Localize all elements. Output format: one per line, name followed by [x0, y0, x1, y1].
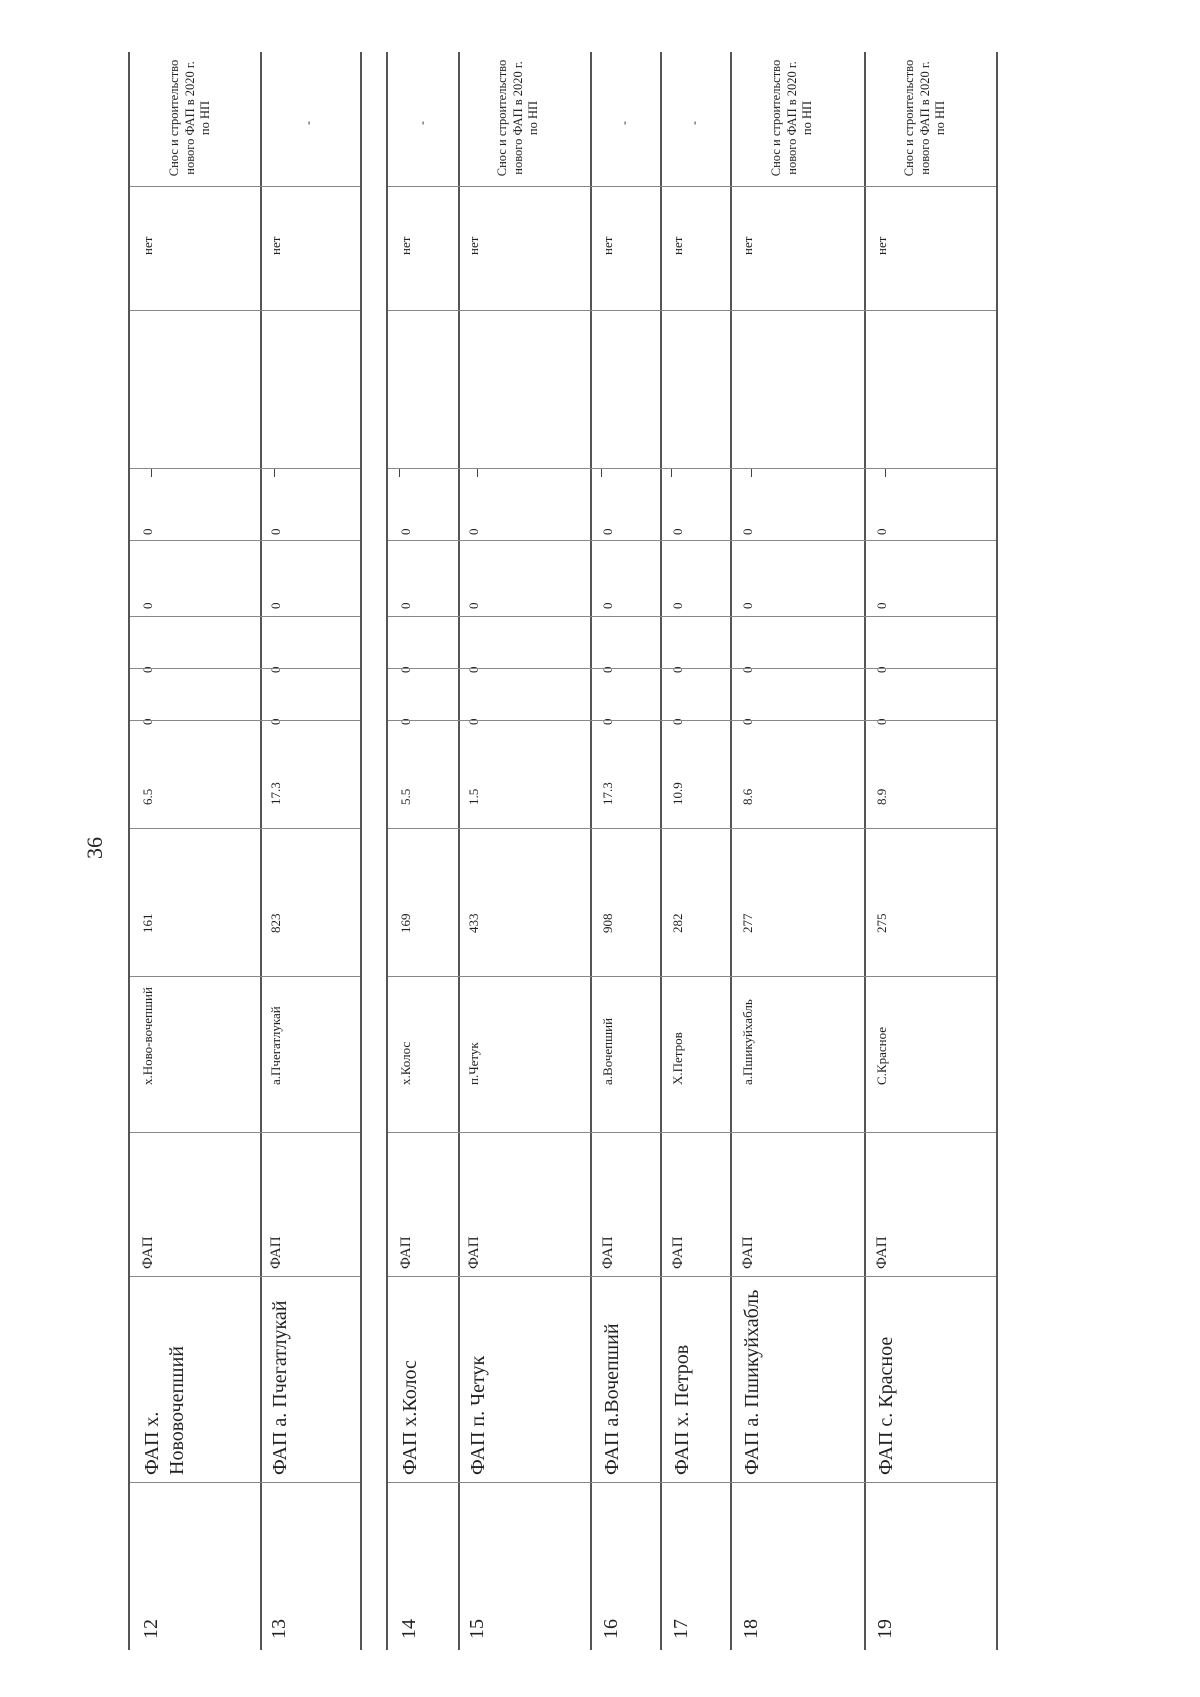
cell-settlement — [590, 976, 660, 1132]
distance-text: 5.5 — [398, 788, 413, 805]
flag-text: нет — [874, 236, 889, 256]
cell-v2 — [730, 616, 864, 673]
value-3: 0 — [740, 602, 755, 609]
value-2: 0 — [398, 666, 413, 673]
cell-v3 — [388, 540, 458, 616]
distance-text: 17.3 — [268, 782, 283, 805]
table-row — [730, 52, 866, 1650]
row-number: 13 — [268, 1619, 290, 1639]
table-row — [590, 52, 662, 1650]
type-text: ФАП — [268, 1236, 284, 1269]
cell-v2 — [456, 616, 590, 673]
value-4: 0 — [670, 528, 685, 535]
cell-settlement — [660, 976, 730, 1132]
flag-text: нет — [398, 236, 413, 256]
cell-num — [130, 1482, 260, 1650]
cell-flag — [388, 186, 458, 310]
cell-v2 — [258, 616, 360, 673]
row-number: 15 — [466, 1619, 488, 1639]
flag-text: нет — [600, 236, 615, 256]
type-text: ФАП — [600, 1236, 616, 1269]
flag-text: нет — [466, 236, 481, 256]
tick-mark — [477, 469, 478, 477]
cell-flag — [660, 186, 730, 310]
settlement-text: х.Ново-вочепший — [140, 987, 155, 1085]
cell-v4 — [864, 468, 996, 540]
note-text: Снос и строительство нового ФАП в 2020 г. по НП — [902, 59, 948, 177]
cell-v3 — [130, 540, 260, 616]
cell-name — [388, 1276, 458, 1482]
cell-blank — [130, 310, 260, 468]
value-3: 0 — [670, 602, 685, 609]
value-1: 0 — [670, 718, 685, 725]
type-text: ФАП — [466, 1236, 482, 1269]
cell-num — [456, 1482, 590, 1650]
distance-text: 8.6 — [740, 788, 755, 805]
value-2: 0 — [140, 666, 155, 673]
value-2: 0 — [874, 666, 889, 673]
value-1: 0 — [740, 718, 755, 725]
cell-num — [730, 1482, 864, 1650]
cell-flag — [130, 186, 260, 310]
tick-mark — [671, 469, 672, 477]
cell-blank — [864, 310, 996, 468]
cell-name — [258, 1276, 360, 1482]
value-4: 0 — [268, 528, 283, 535]
cell-type — [456, 1132, 590, 1276]
cell-type — [590, 1132, 660, 1276]
value-3: 0 — [398, 602, 413, 609]
table-row — [864, 52, 998, 1650]
cell-name — [660, 1276, 730, 1482]
facility-name: ФАП а. Пчегатлукай — [269, 1300, 291, 1475]
cell-type — [660, 1132, 730, 1276]
distance-text: 1.5 — [466, 788, 481, 805]
cell-flag — [590, 186, 660, 310]
cell-flag — [258, 186, 360, 310]
population-text: 161 — [140, 913, 155, 933]
distance-text: 6.5 — [140, 788, 155, 805]
page-number: 36 — [82, 837, 107, 859]
tick-mark — [601, 469, 602, 477]
cell-v2 — [660, 616, 730, 673]
settlement-text: а.Пчегатлукай — [268, 1006, 283, 1085]
facility-name: ФАП п. Четук — [467, 1355, 489, 1475]
cell-num — [590, 1482, 660, 1650]
table-row — [128, 52, 262, 1650]
cell-flag — [456, 186, 590, 310]
flag-text: нет — [140, 236, 155, 256]
note-text: Снос и строительство нового ФАП в 2020 г. по НП — [495, 59, 541, 177]
facility-name: ФАП с. Красное — [875, 1336, 897, 1475]
value-2: 0 — [466, 666, 481, 673]
tick-mark — [274, 469, 275, 477]
tick-mark — [151, 469, 152, 477]
cell-flag — [864, 186, 996, 310]
cell-name — [130, 1276, 260, 1482]
cell-settlement — [864, 976, 996, 1132]
value-4: 0 — [140, 528, 155, 535]
distance-text: 10.9 — [670, 782, 685, 805]
value-1: 0 — [398, 718, 413, 725]
value-1: 0 — [600, 718, 615, 725]
table-row — [660, 52, 732, 1650]
facility-name: ФАП х. Петров — [671, 1344, 693, 1475]
note-text: - — [687, 121, 701, 125]
row-number: 16 — [600, 1619, 622, 1639]
cell-v3 — [730, 540, 864, 616]
value-3: 0 — [600, 602, 615, 609]
note-text: Снос и строительство нового ФАП в 2020 г. по НП — [167, 59, 213, 177]
cell-v4 — [130, 468, 260, 540]
value-2: 0 — [268, 666, 283, 673]
type-text: ФАП — [670, 1236, 686, 1269]
value-2: 0 — [600, 666, 615, 673]
population-text: 275 — [874, 913, 889, 933]
cell-name — [730, 1276, 864, 1482]
flag-text: нет — [670, 236, 685, 256]
facility-name: ФАП а.Вочепший — [601, 1323, 623, 1475]
cell-v3 — [456, 540, 590, 616]
value-3: 0 — [268, 602, 283, 609]
cell-settlement — [456, 976, 590, 1132]
settlement-text: х.Колос — [398, 1041, 413, 1085]
tick-mark — [885, 469, 886, 477]
cell-type — [130, 1132, 260, 1276]
value-2: 0 — [670, 666, 685, 673]
value-1: 0 — [268, 718, 283, 725]
flag-text: нет — [268, 236, 283, 256]
cell-v4 — [456, 468, 590, 540]
cell-v4 — [388, 468, 458, 540]
cell-blank — [258, 310, 360, 468]
settlement-text: п.Четук — [466, 1042, 481, 1085]
cell-v2 — [388, 616, 458, 673]
note-text: Снос и строительство нового ФАП в 2020 г. по НП — [769, 59, 815, 177]
facility-name: ФАП х.Колос — [399, 1360, 421, 1475]
cell-settlement — [130, 976, 260, 1132]
cell-v2 — [130, 616, 260, 673]
table-row — [386, 52, 460, 1650]
cell-blank — [730, 310, 864, 468]
value-1: 0 — [140, 718, 155, 725]
cell-settlement — [388, 976, 458, 1132]
cell-v3 — [660, 540, 730, 616]
type-text: ФАП — [874, 1236, 890, 1269]
cell-v4 — [590, 468, 660, 540]
cell-v3 — [864, 540, 996, 616]
cell-v3 — [590, 540, 660, 616]
population-text: 433 — [466, 913, 481, 933]
cell-name — [864, 1276, 996, 1482]
note-text: - — [301, 121, 315, 125]
cell-settlement — [730, 976, 864, 1132]
table-row — [258, 52, 362, 1650]
facility-name: ФАП х. Нововочепший — [141, 1346, 188, 1475]
type-text: ФАП — [740, 1236, 756, 1269]
value-4: 0 — [600, 528, 615, 535]
cell-v4 — [730, 468, 864, 540]
population-text: 908 — [600, 913, 615, 933]
cell-num — [258, 1482, 360, 1650]
cell-v3 — [258, 540, 360, 616]
value-4: 0 — [398, 528, 413, 535]
value-2: 0 — [740, 666, 755, 673]
population-text: 277 — [740, 913, 755, 933]
note-text: - — [415, 121, 429, 125]
cell-num — [388, 1482, 458, 1650]
distance-text: 17.3 — [600, 782, 615, 805]
distance-text: 8.9 — [874, 788, 889, 805]
value-4: 0 — [466, 528, 481, 535]
value-4: 0 — [740, 528, 755, 535]
cell-settlement — [258, 976, 360, 1132]
facility-name: ФАП а. Пшикуйхабль — [741, 1289, 763, 1475]
flag-text: нет — [740, 236, 755, 256]
cell-num — [660, 1482, 730, 1650]
table-row — [456, 52, 592, 1650]
row-number: 19 — [874, 1619, 896, 1639]
row-number: 14 — [398, 1619, 420, 1639]
value-3: 0 — [466, 602, 481, 609]
cell-blank — [590, 310, 660, 468]
value-1: 0 — [874, 718, 889, 725]
value-3: 0 — [874, 602, 889, 609]
population-text: 169 — [398, 913, 413, 933]
settlement-text: С.Красное — [874, 1026, 889, 1085]
cell-blank — [456, 310, 590, 468]
population-text: 282 — [670, 913, 685, 933]
value-4: 0 — [874, 528, 889, 535]
type-text: ФАП — [140, 1236, 156, 1269]
cell-v4 — [660, 468, 730, 540]
cell-v2 — [864, 616, 996, 673]
cell-num — [864, 1482, 996, 1650]
cell-name — [590, 1276, 660, 1482]
cell-type — [864, 1132, 996, 1276]
row-number: 12 — [140, 1619, 162, 1639]
cell-blank — [660, 310, 730, 468]
row-number: 17 — [670, 1619, 692, 1639]
cell-blank — [388, 310, 458, 468]
settlement-text: а.Пшикуйхабль — [740, 999, 755, 1085]
cell-name — [456, 1276, 590, 1482]
note-text: - — [617, 121, 631, 125]
row-number: 18 — [740, 1619, 762, 1639]
cell-type — [730, 1132, 864, 1276]
cell-v4 — [258, 468, 360, 540]
cell-v2 — [590, 616, 660, 673]
settlement-text: Х.Петров — [670, 1032, 685, 1085]
tick-mark — [751, 469, 752, 477]
cell-flag — [730, 186, 864, 310]
value-3: 0 — [140, 602, 155, 609]
population-text: 823 — [268, 913, 283, 933]
settlement-text: а.Вочепший — [600, 1017, 615, 1085]
cell-type — [388, 1132, 458, 1276]
value-1: 0 — [466, 718, 481, 725]
type-text: ФАП — [398, 1236, 414, 1269]
tick-mark — [399, 469, 400, 477]
cell-type — [258, 1132, 360, 1276]
